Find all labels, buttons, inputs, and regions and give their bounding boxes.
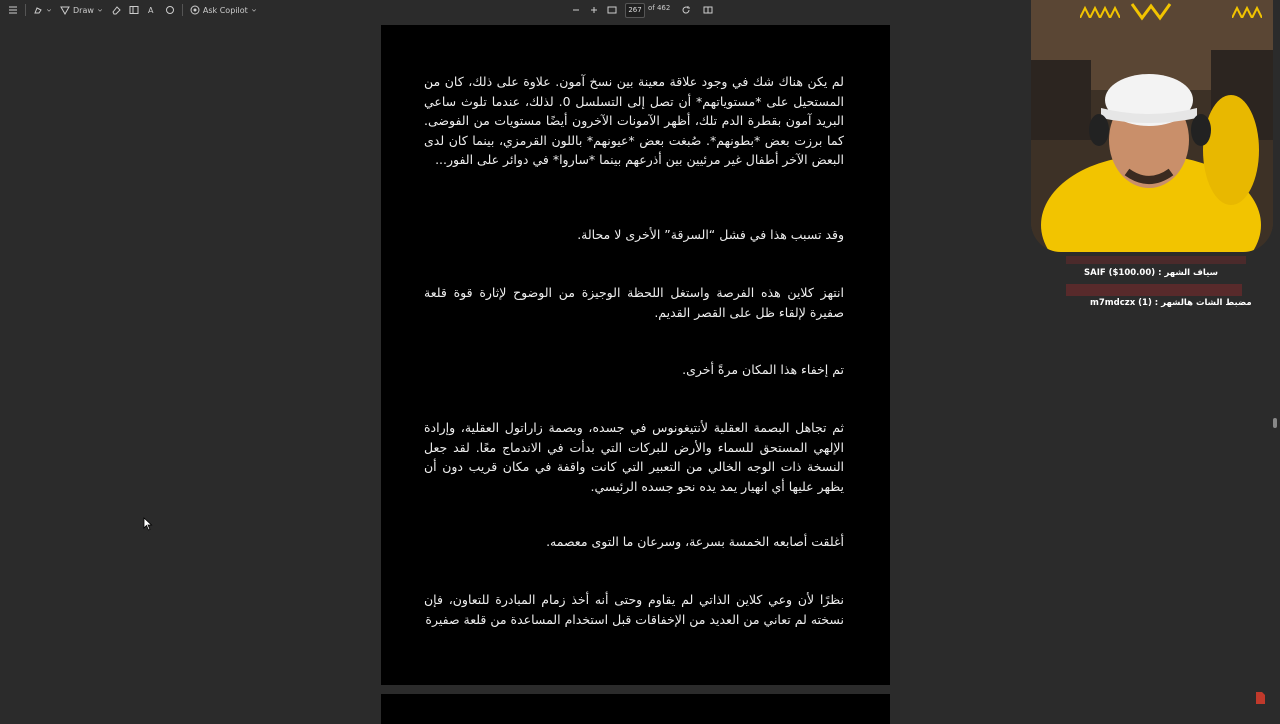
- scrollbar-thumb[interactable]: [1273, 418, 1277, 428]
- svg-text:A: A: [147, 6, 154, 15]
- ask-copilot-label: Ask Copilot: [202, 5, 248, 15]
- read-aloud-icon: [147, 5, 157, 15]
- chevron-down-icon: [46, 5, 52, 15]
- draw-button[interactable]: [56, 2, 107, 18]
- chat-line-faded: [1066, 284, 1242, 296]
- chat-line: m7mdczx (1) : مضبط الشات هالشهر: [1090, 298, 1252, 308]
- pen-icon: [60, 5, 70, 15]
- fit-icon: [607, 5, 617, 15]
- plus-icon: [589, 5, 599, 15]
- ask-copilot-button[interactable]: [186, 2, 261, 18]
- paragraph: نظرًا لأن وعي كلاين الذاتي لم يقاوم وحتى أنه أخذ زمام المبادرة للتعاون، فإن نسخته لم تعاني من العديد من الإخفاقات قبل استخدام المساعدة من قلعة صفيرة: [424, 592, 844, 627]
- page-total: of 462: [648, 4, 671, 12]
- copilot-icon: [190, 5, 200, 15]
- zoom-in-button[interactable]: [585, 2, 603, 18]
- rotate-button[interactable]: [677, 2, 695, 18]
- read-aloud-button[interactable]: [143, 2, 161, 18]
- fit-page-button[interactable]: [603, 2, 621, 18]
- highlight-button[interactable]: [29, 2, 56, 18]
- page-number-input[interactable]: 267: [625, 3, 645, 18]
- chat-line-faded: [1066, 256, 1246, 264]
- chevron-down-icon: [97, 5, 103, 15]
- paragraph: أغلقت أصابعه الخمسة بسرعة، وسرعان ما التوى معصمه.: [546, 534, 844, 549]
- text-box-button[interactable]: [125, 2, 143, 18]
- chat-line: SAIF ($100.00) : سياف الشهر: [1084, 268, 1218, 278]
- zoom-out-button[interactable]: [567, 2, 585, 18]
- rotate-icon: [681, 5, 691, 15]
- contents-button[interactable]: [4, 2, 22, 18]
- book-icon: [703, 5, 713, 15]
- highlighter-icon: [33, 5, 43, 15]
- chevron-down-icon: [251, 5, 257, 15]
- paragraph: وقد تسبب هذا في فشل “السرقة” الأخرى لا محالة.: [577, 227, 844, 242]
- divider: [25, 4, 26, 16]
- webcam-overlay: [1031, 0, 1273, 252]
- list-icon: [8, 5, 18, 15]
- translate-icon: [165, 5, 175, 15]
- page-view-button[interactable]: [699, 2, 717, 18]
- paragraph: ثم تجاهل البصمة العقلية لأنتيغونوس في جسده، وبصمة زاراتول العقلية، وإرادة الإلهي المستحق للسماء والأرض للبركات التي بدأت في الاندماج معًا. لقد جعل النسخة ذات الوجه الخالي من التعبير التي كانت واقفة في مكان قريب دون أن يظهر عليها أي انهيار يمد يده نحو جسده الرئيسي.: [424, 420, 844, 494]
- decorative-pattern-icon: [1080, 4, 1120, 18]
- webcam-feed: [1031, 0, 1273, 252]
- erase-button[interactable]: [107, 2, 125, 18]
- divider: [182, 4, 183, 16]
- translate-button[interactable]: [161, 2, 179, 18]
- decorative-pattern-icon: [1232, 4, 1262, 18]
- pdf-page: [381, 25, 890, 685]
- text-box-icon: [129, 5, 139, 15]
- paragraph: انتهز كلاين هذه الفرصة واستغل اللحظة الوجيزة من الوضوح لإثارة قوة قلعة صفيرة لإلقاء ظل على القصر القديم.: [424, 285, 844, 320]
- minus-icon: [571, 5, 581, 15]
- pdf-icon: [1255, 692, 1265, 704]
- eraser-icon: [111, 5, 121, 15]
- crown-icon: [1130, 0, 1172, 22]
- mouse-cursor-icon: [143, 517, 153, 531]
- paragraph: لم يكن هناك شك في وجود علاقة معينة بين نسخ آمون. علاوة على ذلك، كان من المستحيل على *مستوياتهم* أن تصل إلى التسلسل 0. لذلك، عندما تلوث ساعي البريد آمون بقطرة الدم تلك، أظهر الآمونات الآخرون أيضًا مستويات من الفوضى. كما برزت بعض *بطونهم*. صُبغت بعض *عيونهم* باللون القرمزي، بينما كان لدى البعض الآخر أطفال غير مرئيين بين أذرعهم بينما *ساروا* في دوائر على الفور...: [424, 74, 844, 167]
- paragraph: تم إخفاء هذا المكان مرةً أخرى.: [682, 362, 844, 377]
- draw-label: Draw: [73, 5, 94, 15]
